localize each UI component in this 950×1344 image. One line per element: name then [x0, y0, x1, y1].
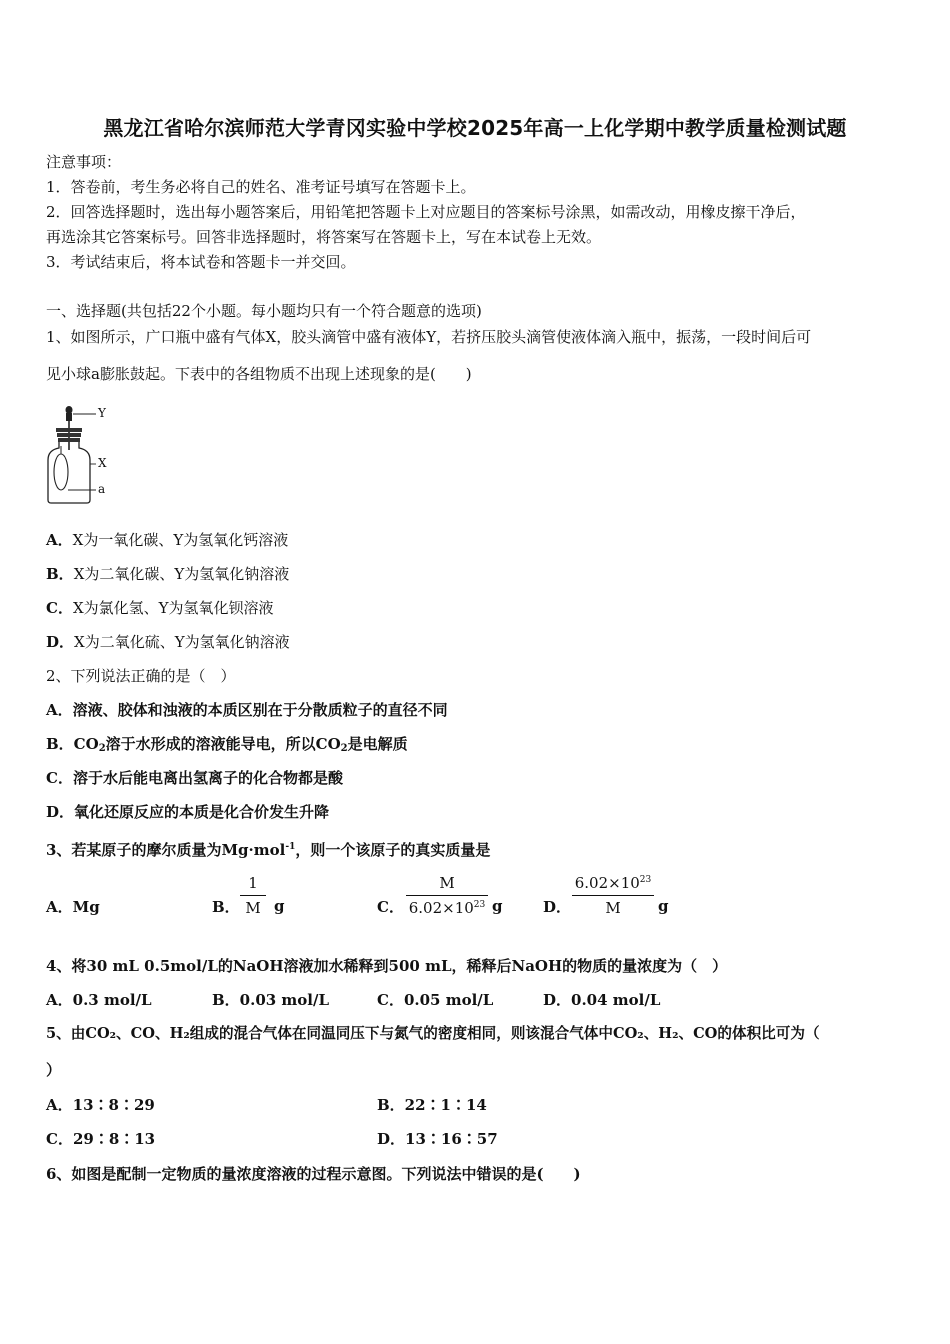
- option-key: B．: [212, 898, 240, 916]
- q5-option-b[interactable]: B．22∶1∶14: [377, 1096, 487, 1114]
- notice-item-2-cont: 再选涂其它答案标号。回答非选择题时，将答案写在答题卡上，写在本试卷上无效。: [46, 228, 602, 246]
- q6-stem: 6、如图是配制一定物质的量浓度溶液的过程示意图。下列说法中错误的是( ): [46, 1165, 581, 1183]
- notice-item-1: 1．答卷前，考生务必将自己的姓名、准考证号填写在答题卡上。: [46, 178, 476, 196]
- option-key: D．: [543, 898, 572, 916]
- section-heading: 一、选择题(共包括22个小题。每小题均只有一个符合题意的选项): [46, 302, 482, 320]
- notice-item-3: 3．考试结束后，将本试卷和答题卡一并交回。: [46, 253, 356, 271]
- q4-option-a[interactable]: A．0.3 mol/L: [46, 991, 152, 1009]
- fraction: [572, 874, 654, 917]
- figure-label-a: a: [98, 482, 106, 496]
- option-text: X为氯化氢、Y为氢氧化钡溶液: [72, 599, 274, 617]
- superscript: 23: [473, 900, 486, 910]
- fraction: [406, 874, 488, 917]
- q1-option-b[interactable]: [46, 564, 289, 584]
- figure-label-y: Y: [98, 406, 106, 420]
- unit-label: g: [492, 897, 503, 915]
- q1-option-c[interactable]: [46, 598, 274, 618]
- q4-option-b[interactable]: B．0.03 mol/L: [212, 991, 330, 1009]
- q2-option-d[interactable]: D．氧化还原反应的本质是化合价发生升降: [46, 803, 330, 821]
- denominator: M: [605, 899, 621, 917]
- q2-stem: 2、下列说法正确的是（ ）: [46, 667, 236, 685]
- denominator: M: [245, 899, 261, 917]
- q3-option-a[interactable]: A．Mg: [46, 898, 100, 916]
- option-key: C．: [46, 599, 73, 617]
- option-text: X为二氧化碳、Y为氢氧化钠溶液: [73, 565, 290, 583]
- numerator-base: 6.02×10: [574, 874, 640, 892]
- q1-option-a[interactable]: [46, 530, 288, 550]
- q1-option-d[interactable]: [46, 632, 290, 652]
- numerator: 1: [248, 874, 258, 892]
- fraction: [240, 874, 266, 917]
- q2-option-c[interactable]: C．溶于水后能电离出氢离子的化合物都是酸: [46, 769, 343, 787]
- q1-stem-line2: 见小球a膨胀鼓起。下表中的各组物质不出现上述现象的是( ): [46, 365, 472, 383]
- notice-item-2: 2．回答选择题时，选出每小题答案后，用铅笔把答题卡上对应题目的答案标号涂黑，如需改动，用橡皮擦干净后，: [46, 203, 806, 221]
- option-key: C．: [377, 898, 404, 916]
- option-text: X为二氧化硫、Y为氢氧化钠溶液: [74, 633, 290, 651]
- q2-option-a[interactable]: A．溶液、胶体和浊液的本质区别在于分散质粒子的直径不同: [46, 701, 448, 719]
- subscript: 2: [98, 743, 106, 754]
- denominator-base: 6.02×10: [408, 899, 474, 917]
- q1-stem-line1: 1、如图所示，广口瓶中盛有气体X，胶头滴管中盛有液体Y，若挤压胶头滴管使液体滴入瓶中，振荡，一段时间后可: [46, 328, 812, 346]
- unit-label: g: [274, 897, 285, 915]
- q1-figure: [40, 402, 120, 506]
- q5-option-d[interactable]: D．13∶16∶57: [377, 1130, 498, 1148]
- superscript: -1: [285, 842, 296, 852]
- q2-option-b[interactable]: [46, 734, 408, 759]
- option-key: A．: [46, 531, 73, 549]
- q3-stem: [46, 837, 490, 860]
- q4-stem: 4、将30 mL 0.5mol/L的NaOH溶液加水稀释到500 mL，稀释后NaOH的物质的量浓度为（ ）: [46, 957, 728, 975]
- denominator: [406, 896, 488, 917]
- q2-b-text-3: 是电解质: [347, 735, 408, 753]
- option-key: B．: [46, 565, 74, 583]
- numerator: M: [439, 874, 455, 892]
- q5-stem-line1: 5、由CO₂、CO、H₂组成的混合气体在同温同压下与氮气的密度相同，则该混合气体中CO₂、H₂、CO的体积比可为（: [46, 1025, 820, 1042]
- q5-option-a[interactable]: A．13∶8∶29: [46, 1096, 155, 1114]
- q5-option-c[interactable]: C．29∶8∶13: [46, 1130, 156, 1148]
- q4-option-c[interactable]: C．0.05 mol/L: [377, 991, 494, 1009]
- q2-b-text-2: 溶于水形成的溶液能导电，所以CO: [105, 735, 341, 753]
- q3-stem-text: 3、若某原子的摩尔质量为Mg·mol: [46, 841, 286, 859]
- figure-label-x: X: [98, 456, 107, 470]
- superscript: 23: [639, 875, 652, 885]
- option-key: D．: [46, 633, 75, 651]
- subscript: 2: [340, 743, 348, 754]
- page-title: 黑龙江省哈尔滨师范大学青冈实验中学校2025年高一上化学期中教学质量检测试题: [103, 116, 847, 140]
- notice-heading: 注意事项：: [46, 153, 122, 171]
- option-text: X为一氧化碳、Y为氢氧化钙溶液: [72, 531, 289, 549]
- q3-stem-text-2: ，则一个该原子的真实质量是: [295, 841, 491, 859]
- numerator: [572, 874, 654, 895]
- q5-stem-line2: ）: [46, 1061, 62, 1079]
- unit-label: g: [658, 897, 669, 915]
- q2-b-text-1: B．CO: [46, 735, 99, 753]
- q4-option-d[interactable]: D．0.04 mol/L: [543, 991, 661, 1009]
- flask-dropper-icon: [40, 402, 120, 506]
